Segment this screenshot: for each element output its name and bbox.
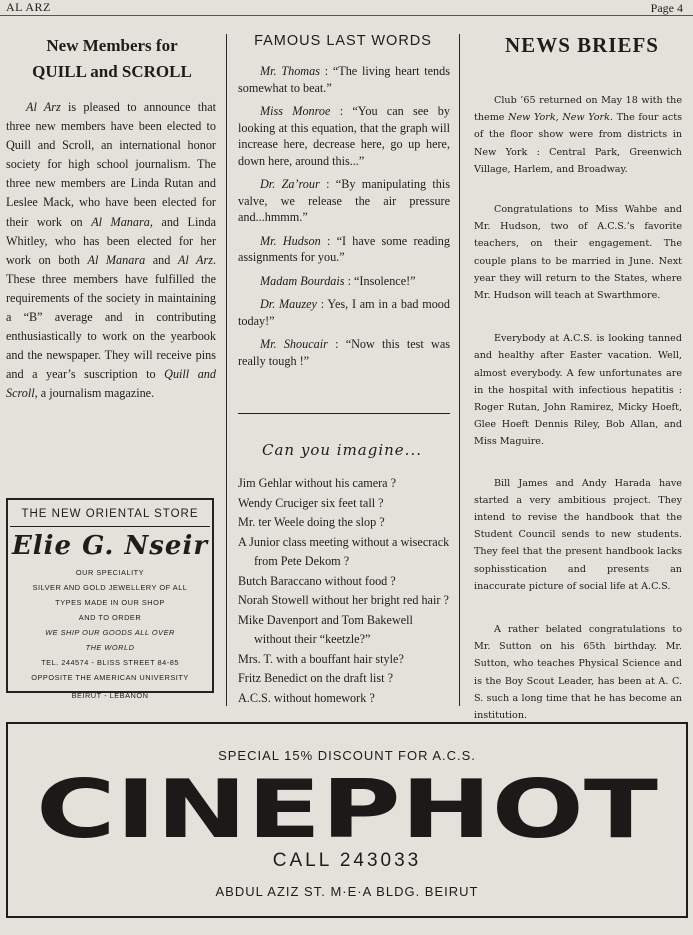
- news-item: A rather belated congratulations to Mr. Sutton on his 65th birthday. Mr. Sutton, who teaches Physical Science and is the Boy Scout Leader, has been at A. C. S. such a long time that he has become an institution.: [474, 624, 682, 722]
- quote-speaker: Miss Monroe: [260, 104, 331, 118]
- list-item: Fritz Benedict on the draft list ?: [238, 671, 394, 685]
- quill-title-line1: New Members for: [46, 36, 178, 55]
- can-you-imagine-title: Can you imagine...: [262, 441, 422, 459]
- discount-line: SPECIAL 15% DISCOUNT FOR A.C.S.: [218, 748, 476, 763]
- quote: [238, 63, 450, 96]
- al-manara-ref-2: Al Manara: [87, 252, 146, 267]
- quote-text: : “I have some reading assignments for you.”: [238, 233, 450, 264]
- imagine-list: [238, 474, 452, 708]
- quill-article-title: [8, 33, 216, 85]
- news-item: Bill James and Andy Harada have started a very ambitious project. They intend to revise the handbook that the Student Council sends to new students. They feel that the present handbook lacks sophisstication and presents an inaccurate picture of social life at A.C.S.: [474, 477, 682, 592]
- store-name: THE NEW ORIENTAL STORE: [21, 508, 199, 520]
- store-line: WE SHIP OUR GOODS ALL OVER: [45, 628, 175, 637]
- list-item: A Junior class meeting without a wisecrack from Pete Dekom ?: [238, 534, 450, 568]
- section-rule: [238, 413, 450, 414]
- quote-text: : Yes, I am in a bad mood today!”: [238, 297, 450, 328]
- quill-text-1: is pleased to announce that three new members have been elected to Quill and Scroll, an international honor society for high school journalism. The three new members are Linda Rutan and Leslee Mack, who have been elected for their work on: [6, 100, 216, 229]
- phone-line: CALL 243033: [272, 850, 422, 871]
- column-divider-right: [459, 34, 460, 706]
- column-divider-left: [226, 34, 227, 706]
- header-rule: [0, 15, 693, 16]
- quote-speaker: Dr. Za’rour: [260, 177, 320, 191]
- quote-text: : “Insolence!”: [344, 273, 416, 288]
- quill-article-body: [6, 98, 216, 404]
- store-line: THE WORLD: [85, 643, 135, 652]
- list-item: Jim Gehlar without his camera ?: [238, 476, 397, 490]
- al-manara-ref: Al Manara: [91, 214, 150, 229]
- store-line: BEIRUT - LEBANON: [71, 691, 149, 700]
- address-line: ABDUL AZIZ ST. M·E·A BLDG. BEIRUT: [215, 884, 479, 899]
- news-text: Club ’65 returned on May 18 with the theme: [474, 95, 682, 124]
- quill-text-end: , a journalism magazine.: [34, 386, 155, 401]
- store-line: AND TO ORDER: [78, 613, 142, 622]
- cinephot-brand: CINEPHOT: [36, 771, 659, 851]
- news-item: Everybody at A.C.S. is looking tanned and healthy after Easter vacation. Well, almost everybody. A few unfortunates are in the hospital with infectious hepatitis : Roger Rutan, John Ramirez, Micky Hoeft, Glee Hoeft Dennis Riley, Bob Allan, and Miss Maguire.: [474, 333, 682, 448]
- cinephot-ad: [6, 722, 688, 918]
- quotes-list: [238, 63, 450, 376]
- news-briefs-title: NEWS BRIEFS: [505, 33, 659, 57]
- quote-text: : “Now this test was really tough !”: [238, 337, 450, 368]
- list-item: Mrs. T. with a bouffant hair style?: [238, 651, 404, 666]
- quote: [238, 103, 450, 169]
- store-line: TYPES MADE IN OUR SHOP: [55, 598, 165, 607]
- store-line: TEL. 244574 - BLISS STREET 84-85: [41, 658, 179, 667]
- quill-title-line2: QUILL and SCROLL: [32, 62, 192, 81]
- list-item: Mr. ter Weele doing the slop ?: [238, 515, 385, 529]
- quote: [238, 176, 450, 226]
- quote-speaker: Mr. Thomas: [260, 64, 320, 78]
- news-briefs-body: [474, 92, 682, 724]
- quote: [238, 273, 450, 290]
- quote-speaker: Mr. Shoucair: [260, 337, 328, 351]
- quote-text: : “You can see by looking at this equation, that the graph will increase here, decrease here, go up here, down here, around this...”: [238, 104, 450, 168]
- list-item: Wendy Cruciger six feet tall ?: [238, 495, 384, 510]
- al-arz-ref-2: Al Arz: [177, 252, 213, 267]
- quote: [238, 336, 450, 369]
- news-item: [474, 92, 682, 178]
- page-number: Page 4: [650, 1, 683, 15]
- famous-last-words-title: FAMOUS LAST WORDS: [254, 33, 432, 49]
- quote-text: : “By manipulating this valve, we release the air pressure and...hmmm.”: [238, 177, 450, 224]
- al-arz-ref: Al Arz: [26, 100, 61, 114]
- quill-scroll-ref: Quill and Scroll: [6, 367, 216, 401]
- list-item: A.C.S. without homework ?: [238, 690, 375, 705]
- store-owner-name: Elie G. Nseir: [11, 531, 209, 561]
- quote-speaker: Madam Bourdais: [260, 273, 345, 288]
- quote-speaker: Mr. Hudson: [260, 233, 321, 248]
- quill-text-2: , and Linda Whitley, who has been elected for her work on both: [6, 214, 216, 267]
- news-item: Congratulations to Miss Wahbe and Mr. Hudson, two of A.C.S.’s favorite teachers, on their engagement. The couple plans to be married in June. Next year they will return to the States, where Mr. Hudson will teach at Swarthmore.: [474, 204, 682, 302]
- news-text: . The four acts of the floor show were from districts in New York : Central Park, Greenwich Village, Harlem, and Broadway.: [474, 112, 682, 175]
- list-item: Norah Stowell without her bright red hair ?: [238, 593, 449, 607]
- store-line: OPPOSITE THE AMERICAN UNIVERSITY: [31, 673, 189, 682]
- quote: [238, 296, 450, 329]
- list-item: Mike Davenport and Tom Bakewell without their “keetzle?”: [238, 612, 413, 646]
- list-item: Butch Baraccano without food ?: [238, 573, 396, 588]
- store-ad-rule: [10, 526, 210, 527]
- publication-name: AL ARZ: [6, 0, 51, 14]
- quill-text-and: and: [145, 252, 178, 267]
- quill-text-3: . These three members have fulfilled the requirements of the society in maintaining a “B” average and in contributing enthusiastically to work on the yearbook and the newspaper. They will receive pins and a year’s suscription to: [6, 252, 217, 382]
- club-theme: New York, New York: [508, 112, 610, 124]
- cinephot-logo: [32, 771, 662, 851]
- store-line: SILVER AND GOLD JEWELLERY OF ALL: [32, 583, 188, 592]
- quote: [238, 233, 450, 266]
- oriental-store-ad: [6, 498, 214, 700]
- quote-speaker: Dr. Mauzey: [260, 297, 317, 311]
- store-line: OUR SPECIALITY: [75, 568, 145, 577]
- quote-text: : “The living heart tends somewhat to beat.”: [238, 64, 450, 95]
